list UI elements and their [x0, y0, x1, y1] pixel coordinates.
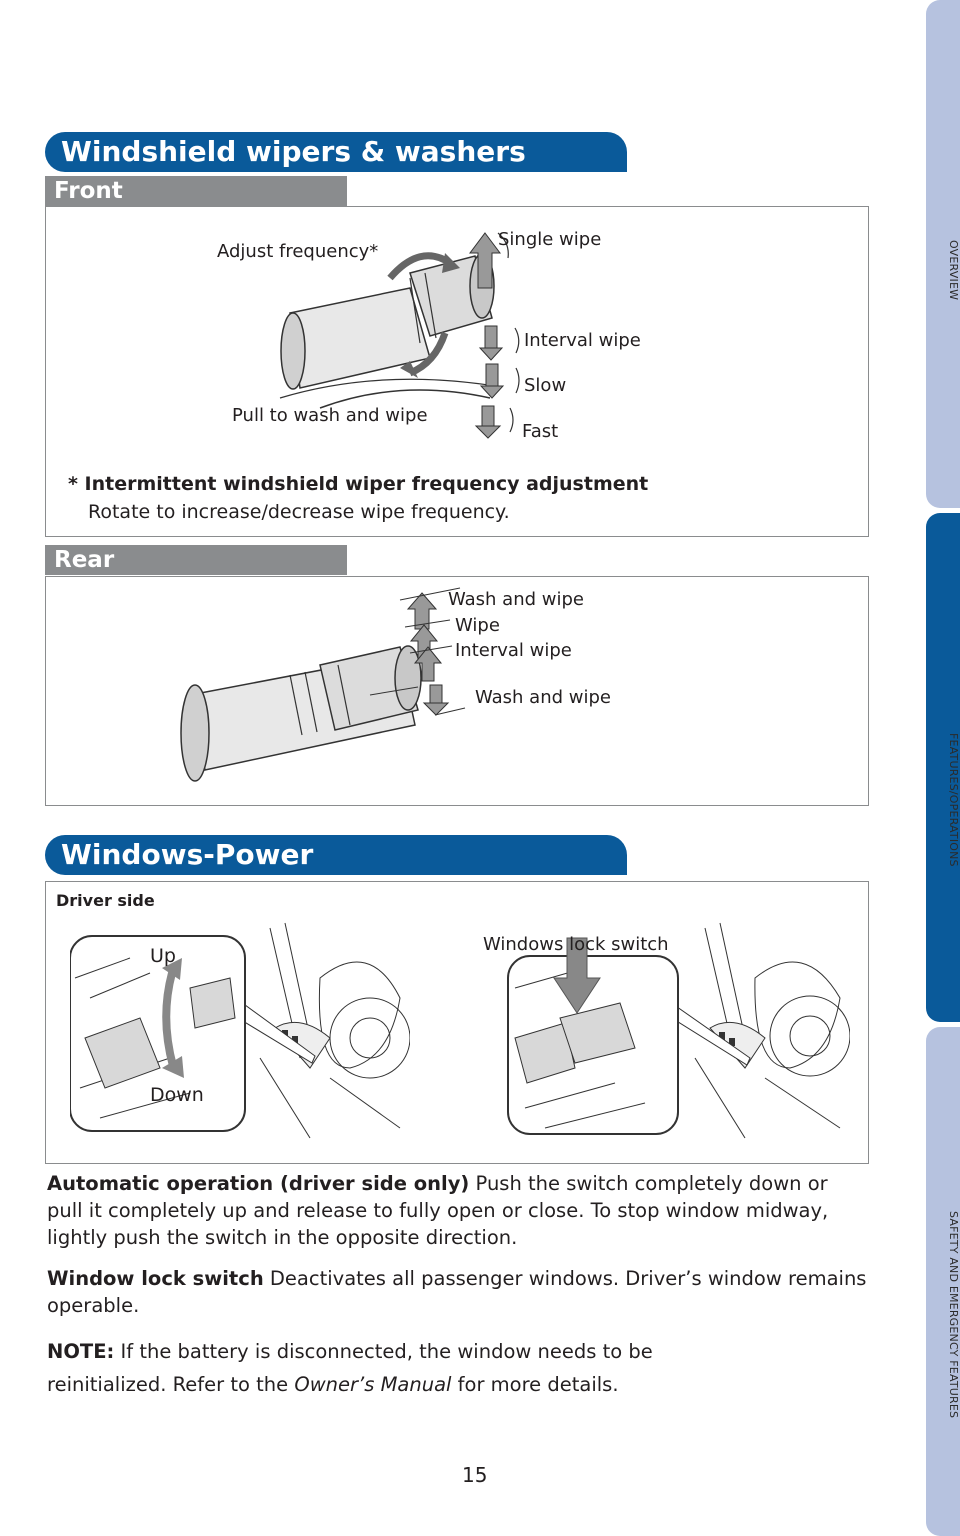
rear-wiper-stalk-illustration	[160, 585, 480, 800]
label-rear-interval: Interval wipe	[455, 640, 572, 661]
front-note-body: Rotate to increase/decrease wipe frequency.	[88, 501, 510, 523]
label-single-wipe: Single wipe	[498, 229, 602, 250]
label-rear-wipe: Wipe	[455, 615, 500, 636]
paragraph-note	[47, 1335, 747, 1401]
auto-operation-title: Automatic operation (driver side only)	[47, 1172, 470, 1195]
note-owners-manual: Owner’s Manual	[294, 1373, 452, 1396]
window-lock-title: Window lock switch	[47, 1267, 264, 1290]
paragraph-auto-operation	[47, 1170, 867, 1251]
tab-overview[interactable]: OVERVIEW	[947, 239, 960, 301]
front-note-title: * Intermittent windshield wiper frequency adjustment	[68, 473, 649, 495]
label-up: Up	[150, 945, 176, 967]
label-pull-to-wash: Pull to wash and wipe	[232, 405, 428, 426]
label-slow: Slow	[524, 375, 567, 396]
label-fast: Fast	[522, 421, 559, 442]
driver-side-label: Driver side	[56, 891, 155, 910]
note-body-2: for more details.	[451, 1373, 619, 1396]
front-heading: Front	[45, 176, 347, 206]
tab-features[interactable]: FEATURES/OPERATIONS	[947, 733, 960, 867]
windows-title: Windows-Power	[45, 835, 627, 875]
label-rear-wash-top: Wash and wipe	[448, 589, 584, 610]
note-body-1: If the battery is disconnected, the window needs to be reinitialized. Refer to the	[47, 1340, 653, 1396]
paragraph-window-lock	[47, 1265, 867, 1319]
page-number: 15	[462, 1463, 488, 1487]
wipers-title: Windshield wipers & washers	[45, 132, 627, 172]
label-interval-wipe-front: Interval wipe	[524, 330, 641, 351]
rear-heading: Rear	[45, 545, 347, 575]
label-rear-wash-bottom: Wash and wipe	[475, 687, 611, 708]
note-title: NOTE:	[47, 1340, 115, 1363]
label-windows-lock-switch: Windows lock switch	[483, 934, 669, 955]
driver-window-switch-illustration	[70, 918, 410, 1143]
window-lock-body: Deactivates all passenger windows. Driver’s window remains operable.	[47, 1267, 867, 1317]
label-adjust-frequency: Adjust frequency*	[217, 241, 379, 262]
label-down: Down	[150, 1084, 204, 1106]
tab-safety[interactable]: SAFETY AND EMERGENCY FEATURES	[947, 1211, 960, 1419]
auto-operation-body: Push the switch completely down or pull it completely up and release to fully open or close. To stop window midway, lightly push the switch in the opposite direction.	[47, 1172, 829, 1249]
